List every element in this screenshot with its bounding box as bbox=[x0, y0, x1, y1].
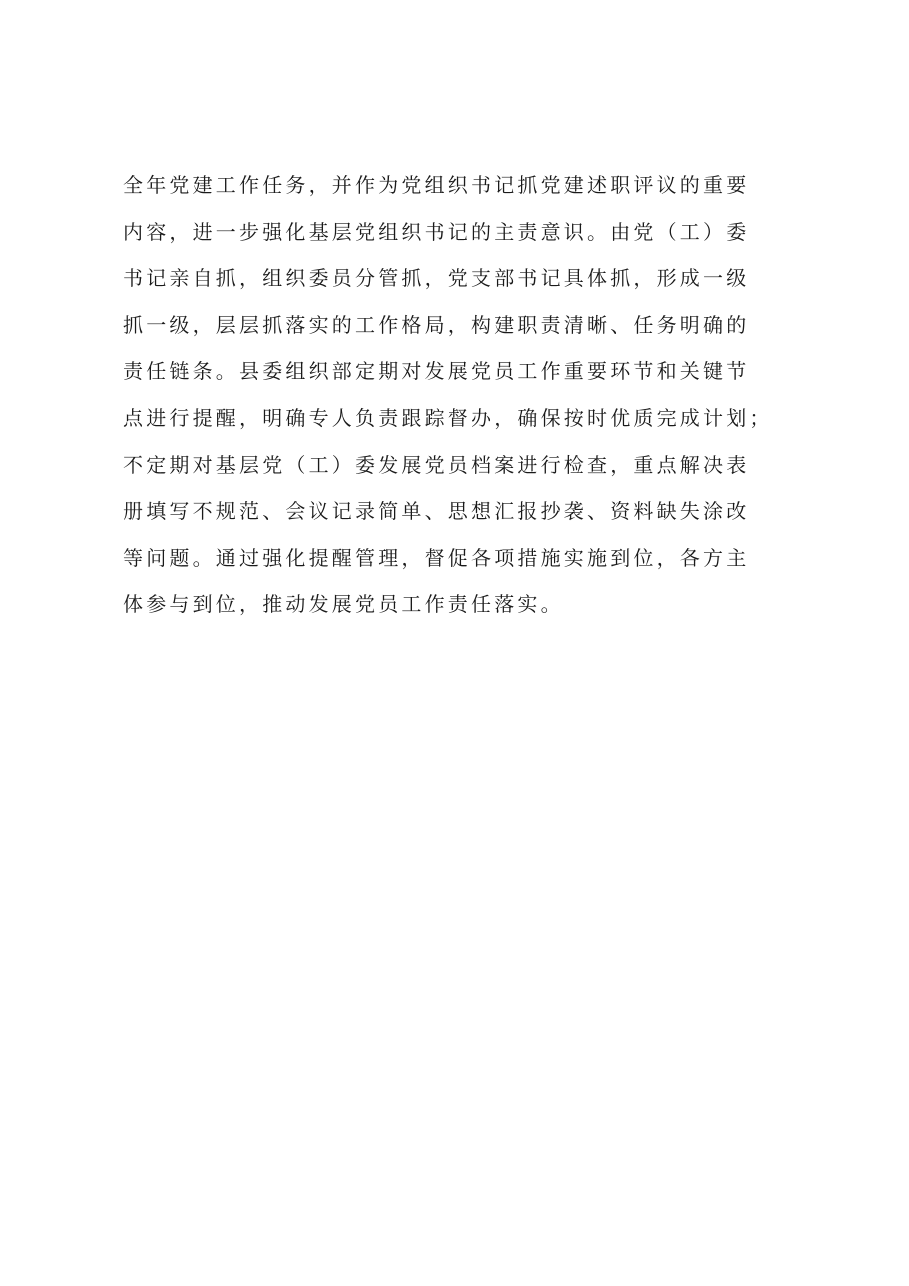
paragraph-line: 内容，进一步强化基层党组织书记的主责意识。由党（工）委 bbox=[123, 219, 750, 244]
paragraph-line: 不定期对基层党（工）委发展党员档案进行检查，重点解决表 bbox=[123, 452, 750, 477]
paragraph-line: 册填写不规范、会议记录简单、思想汇报抄袭、资料缺失涂改 bbox=[123, 499, 750, 524]
paragraph-line: 责任链条。县委组织部定期对发展党员工作重要环节和关键节 bbox=[123, 359, 750, 384]
body-paragraph bbox=[123, 162, 823, 628]
paragraph-line: 全年党建工作任务，并作为党组织书记抓党建述职评议的重要 bbox=[123, 173, 750, 197]
paragraph-line: 书记亲自抓，组织委员分管抓，党支部书记具体抓，形成一级 bbox=[123, 266, 750, 291]
paragraph-line: 抓一级，层层抓落实的工作格局，构建职责清晰、任务明确的 bbox=[123, 312, 750, 337]
paragraph-line: 等问题。通过强化提醒管理，督促各项措施实施到位，各方主 bbox=[123, 545, 750, 570]
paragraph-line: 体参与到位，推动发展党员工作责任落实。 bbox=[123, 592, 564, 617]
paragraph-line: 点进行提醒，明确专人负责跟踪督办，确保按时优质完成计划； bbox=[123, 405, 773, 430]
